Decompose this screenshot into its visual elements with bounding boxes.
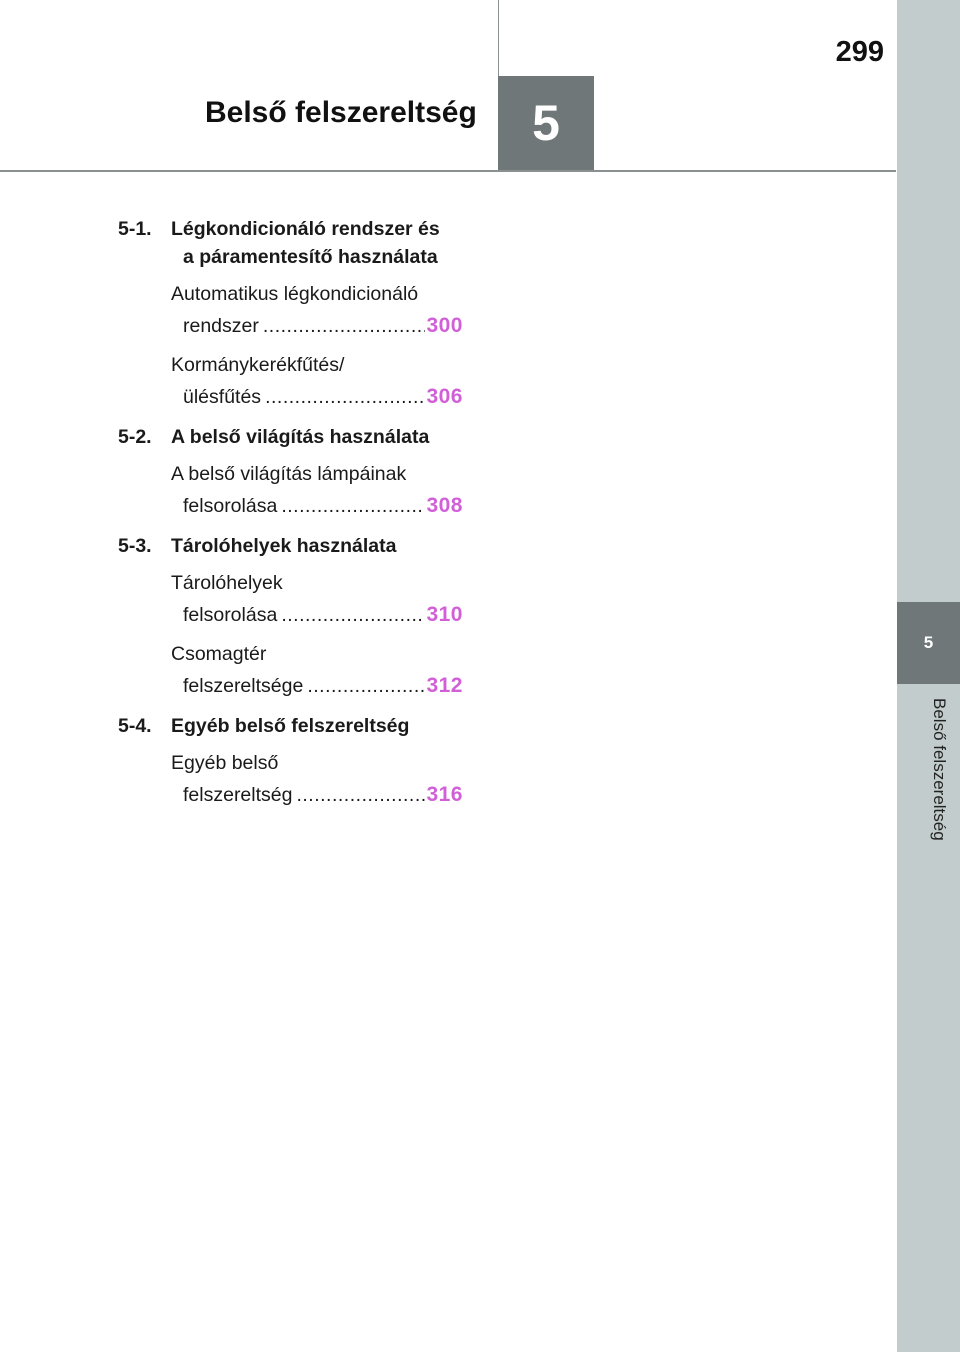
toc-section-number: 5-2.: [118, 426, 152, 448]
toc-section: [118, 215, 463, 413]
toc-section-title: [171, 215, 463, 271]
toc-entry-line2: rendszer: [183, 315, 259, 337]
leader-dots: [265, 382, 425, 413]
toc-section-title: Egyéb belső felszereltség: [171, 715, 410, 737]
toc-entry[interactable]: [171, 459, 463, 522]
toc-entry[interactable]: [171, 279, 463, 342]
toc-page-link[interactable]: 308: [426, 494, 463, 517]
leader-dots: [263, 311, 426, 342]
page-number: 299: [835, 36, 884, 68]
toc-section-number: 5-1.: [118, 218, 152, 240]
toc-page-link[interactable]: 316: [426, 783, 463, 806]
side-tab-label: Belső felszereltség: [930, 698, 949, 841]
toc-section: [118, 423, 463, 522]
leader-dots: [296, 780, 425, 811]
toc-entry[interactable]: [171, 350, 463, 413]
toc-page-link[interactable]: 306: [426, 385, 463, 408]
toc-entry-line1: Csomagtér: [171, 643, 267, 665]
toc-section: [118, 712, 463, 811]
toc-entry-line1: Tárolóhelyek: [171, 572, 283, 594]
header-divider-vertical: [498, 0, 499, 76]
table-of-contents: [118, 215, 463, 821]
leader-dots: [281, 491, 425, 522]
toc-section-number: 5-3.: [118, 535, 152, 557]
toc-entry[interactable]: [171, 568, 463, 631]
chapter-title: Belső felszereltség: [205, 96, 477, 129]
toc-section-heading[interactable]: [118, 215, 463, 271]
side-tab-number[interactable]: 5: [897, 602, 960, 684]
toc-page-link[interactable]: 312: [426, 674, 463, 697]
toc-entry[interactable]: [171, 748, 463, 811]
toc-entry-line2: felszereltsége: [183, 675, 304, 697]
toc-entry-line1: A belső világítás lámpáinak: [171, 463, 407, 485]
toc-section-heading[interactable]: [118, 532, 463, 560]
toc-section: [118, 532, 463, 702]
toc-entry-line2: ülésfűtés: [183, 386, 262, 408]
toc-section-title-line1: Légkondicionáló rendszer és: [171, 218, 440, 240]
toc-entry-line2: felszereltség: [183, 784, 293, 806]
toc-page-link[interactable]: 300: [426, 314, 463, 337]
toc-entry-line1: Automatikus légkondicionáló: [171, 283, 419, 305]
toc-section-number: 5-4.: [118, 715, 152, 737]
toc-section-title: Tárolóhelyek használata: [171, 535, 397, 557]
toc-entry-line2: felsorolása: [183, 495, 278, 517]
toc-section-heading[interactable]: [118, 712, 463, 740]
toc-entry-line1: Kormánykerékfűtés/: [171, 354, 345, 376]
leader-dots: [281, 600, 425, 631]
toc-entry[interactable]: [171, 639, 463, 702]
toc-entry-line1: Egyéb belső: [171, 752, 279, 774]
chapter-number-badge: 5: [498, 76, 594, 170]
toc-entry-line2: felsorolása: [183, 604, 278, 626]
toc-section-title-line2: a páramentesítő használata: [183, 246, 438, 268]
leader-dots: [307, 671, 425, 702]
toc-section-heading[interactable]: [118, 423, 463, 451]
toc-page-link[interactable]: 310: [426, 603, 463, 626]
toc-section-title: A belső világítás használata: [171, 426, 430, 448]
header-rule: [0, 170, 896, 172]
